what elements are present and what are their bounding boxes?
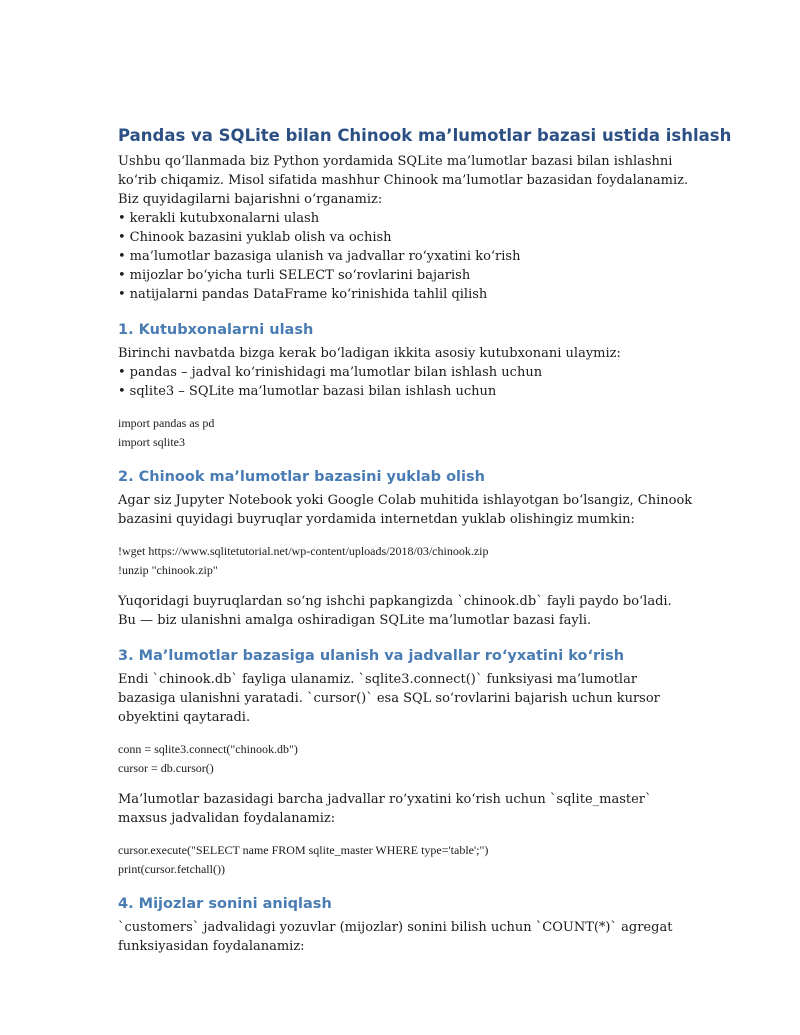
list-item: • sqlite3 – SQLite ma’lumotlar bazasi bilan ishlash uchun bbox=[118, 382, 693, 401]
list-item: • mijozlar bo‘yicha turli SELECT so‘rovlarini bajarish bbox=[118, 266, 693, 285]
list-item: • pandas – jadval ko‘rinishidagi ma’lumotlar bilan ishlash uchun bbox=[118, 363, 693, 382]
code-line: cursor = db.cursor() bbox=[118, 760, 214, 775]
section-3-heading: 3. Ma’lumotlar bazasiga ulanish va jadvallar ro‘yxatini ko‘rish bbox=[118, 648, 625, 664]
section-3-code-block bbox=[118, 740, 693, 777]
section-2-code-block bbox=[118, 542, 693, 579]
code-line: conn = sqlite3.connect("chinook.db") bbox=[118, 742, 298, 756]
code-line: cursor.execute("SELECT name FROM sqlite_master WHERE type='table';") bbox=[118, 843, 489, 857]
document-page bbox=[118, 124, 732, 956]
list-item: • natijalarni pandas DataFrame ko‘rinishida tahlil qilish bbox=[118, 285, 693, 304]
code-line: import pandas as pd bbox=[118, 416, 215, 430]
section-2-paragraph-2: Yuqoridagi buyruqlardan so‘ng ishchi papkangizda `chinook.db` fayli paydo bo‘ladi. Bu — biz ulanishni amalga oshiradigan SQLite ma’lumotlar bazasi fayli. bbox=[118, 594, 672, 628]
section-4-paragraph: `customers` jadvalidagi yozuvlar (mijozlar) sonini bilish uchun `COUNT(*)` agregat funksiyasidan foydalanamiz: bbox=[118, 920, 673, 954]
code-line: !wget https://www.sqlitetutorial.net/wp-content/uploads/2018/03/chinook.zip bbox=[118, 544, 489, 558]
section-1-code-block bbox=[118, 414, 693, 451]
intro-paragraph: Ushbu qo‘llanmada biz Python yordamida SQLite ma’lumotlar bazasi bilan ishlashni ko‘rib chiqamiz. Misol sifatida mashhur Chinook ma’lumotlar bazasidan foydalanamiz. Biz quyidagilarni bajarishni o‘rganamiz: bbox=[118, 154, 689, 207]
list-item: • ma’lumotlar bazasiga ulanish va jadvallar ro‘yxatini ko‘rish bbox=[118, 247, 693, 266]
code-line: print(cursor.fetchall()) bbox=[118, 861, 225, 876]
section-1-paragraph: Birinchi navbatda bizga kerak bo‘ladigan ikkita asosiy kutubxonani ulaymiz: bbox=[118, 346, 621, 361]
section-1-bullet-list bbox=[118, 363, 693, 401]
document-title: Pandas va SQLite bilan Chinook ma’lumotlar bazasi ustida ishlash bbox=[118, 126, 732, 145]
section-3-code-block-2 bbox=[118, 841, 693, 878]
intro-bullet-list bbox=[118, 209, 693, 304]
code-line: !unzip "chinook.zip" bbox=[118, 562, 218, 577]
list-item: • kerakli kutubxonalarni ulash bbox=[118, 209, 693, 228]
section-3-paragraph-2: Ma’lumotlar bazasidagi barcha jadvallar ro‘yxatini ko‘rish uchun `sqlite_master` maxsus jadvalidan foydalanamiz: bbox=[118, 792, 652, 826]
section-2-paragraph: Agar siz Jupyter Notebook yoki Google Colab muhitida ishlayotgan bo‘lsangiz, Chinook bazasini quyidagi buyruqlar yordamida internetdan yuklab olishingiz mumkin: bbox=[118, 493, 693, 527]
code-line: import sqlite3 bbox=[118, 434, 185, 449]
list-item: • Chinook bazasini yuklab olish va ochish bbox=[118, 228, 693, 247]
section-1-heading: 1. Kutubxonalarni ulash bbox=[118, 322, 314, 338]
section-3-paragraph: Endi `chinook.db` fayliga ulanamiz. `sqlite3.connect()` funksiyasi ma’lumotlar bazasiga ulanishni yaratadi. `cursor()` esa SQL so‘rovlarini bajarish uchun kursor obyektini qaytaradi. bbox=[118, 672, 660, 725]
section-4-heading: 4. Mijozlar sonini aniqlash bbox=[118, 896, 332, 912]
section-2-heading: 2. Chinook ma’lumotlar bazasini yuklab olish bbox=[118, 469, 485, 485]
